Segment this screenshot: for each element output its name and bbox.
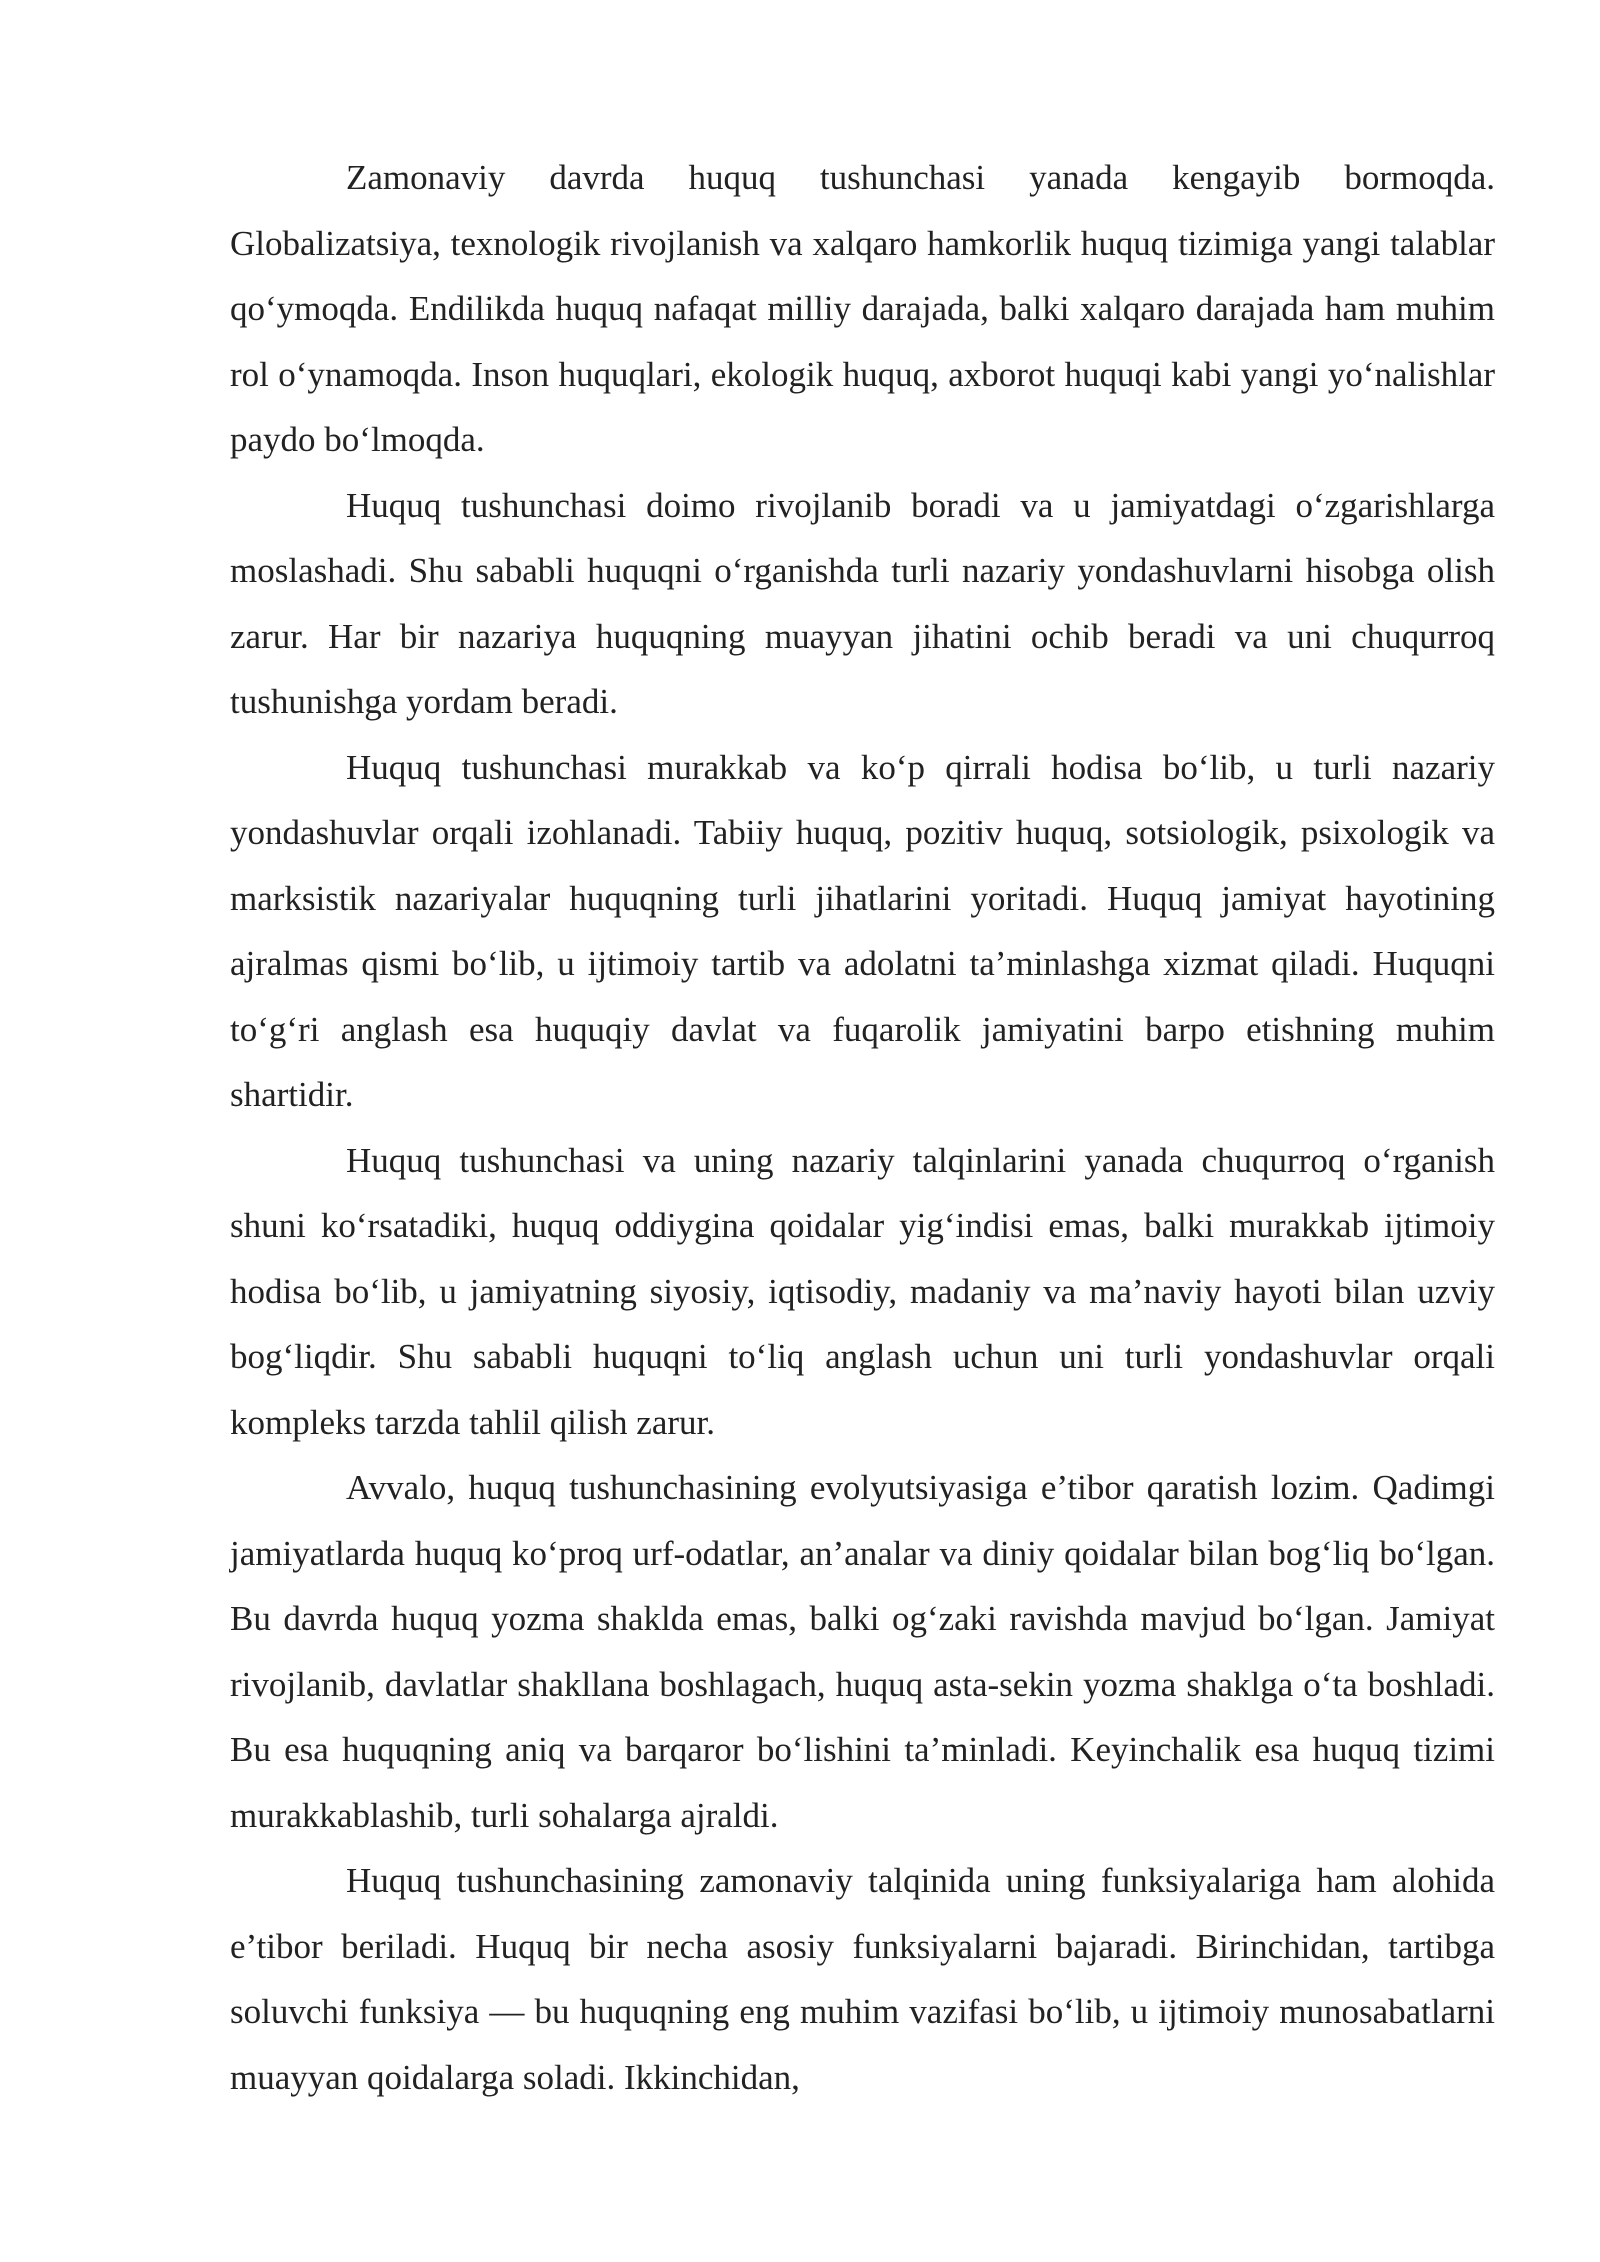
paragraph: Zamonaviy davrda huquq tushunchasi yanada kengayib bormoqda. Globalizatsiya, texnologik rivojlanish va xalqaro hamkorlik huquq tizimiga yangi talablar qo‘ymoqda. Endilikda huquq nafaqat milliy darajada, balki xalqaro darajada ham muhim rol o‘ynamoqda. Inson huquqlari, ekologik huquq, axborot huquqi kabi yangi yo‘nalishlar paydo bo‘lmoqda. [230, 158, 1495, 459]
paragraph: Avvalo, huquq tushunchasining evolyutsiyasiga e’tibor qaratish lozim. Qadimgi jamiyatlarda huquq ko‘proq urf-odatlar, an’analar va diniy qoidalar bilan bog‘liq bo‘lgan. Bu davrda huquq yozma shaklda emas, balki og‘zaki ravishda mavjud bo‘lgan. Jamiyat rivojlanib, davlatlar shakllana boshlagach, huquq asta-sekin yozma shaklga o‘ta boshladi. Bu esa huquqning aniq va barqaror bo‘lishini ta’minladi. Keyinchalik esa huquq tizimi murakkablashib, turli sohalarga ajraldi. [230, 1468, 1495, 1835]
paragraph: Huquq tushunchasi va uning nazariy talqinlarini yanada chuqurroq o‘rganish shuni ko‘rsatadiki, huquq oddiygina qoidalar yig‘indisi emas, balki murakkab ijtimoiy hodisa bo‘lib, u jamiyatning siyosiy, iqtisodiy, madaniy va ma’naviy hayoti bilan uzviy bog‘liqdir. Shu sababli huquqni to‘liq anglash uchun uni turli yondashuvlar orqali kompleks tarzda tahlil qilish zarur. [230, 1140, 1495, 1442]
paragraph: Huquq tushunchasi murakkab va ko‘p qirrali hodisa bo‘lib, u turli nazariy yondashuvlar orqali izohlanadi. Tabiiy huquq, pozitiv huquq, sotsiologik, psixologik va marksistik nazariyalar huquqning turli jihatlarini yoritadi. Huquq jamiyat hayotining ajralmas qismi bo‘lib, u ijtimoiy tartib va adolatni ta’minlashga xizmat qiladi. Huquqni to‘g‘ri anglash esa huquqiy davlat va fuqarolik jamiyatini barpo etishning muhim shartidir. [230, 747, 1495, 1114]
paragraph: Huquq tushunchasi doimo rivojlanib boradi va u jamiyatdagi o‘zgarishlarga moslashadi. Shu sababli huquqni o‘rganishda turli nazariy yondashuvlarni hisobga olish zarur. Har bir nazariya huquqning muayyan jihatini ochib beradi va uni chuqurroq tushunishga yordam beradi. [230, 485, 1495, 721]
body-text [230, 145, 1495, 2110]
paragraph: Huquq tushunchasining zamonaviy talqinida uning funksiyalariga ham alohida e’tibor beriladi. Huquq bir necha asosiy funksiyalarni bajaradi. Birinchidan, tartibga soluvchi funksiya — bu huquqning eng muhim vazifasi bo‘lib, u ijtimoiy munosabatlarni muayyan qoidalarga soladi. Ikkinchidan, [230, 1861, 1495, 2097]
